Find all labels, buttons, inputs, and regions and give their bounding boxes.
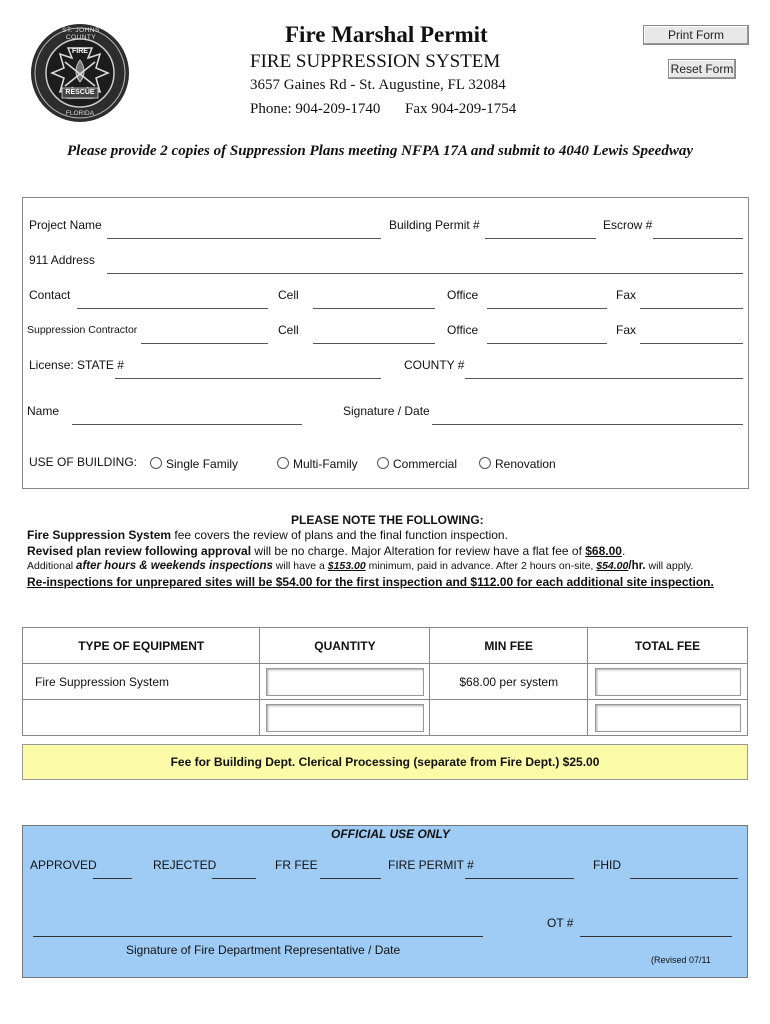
contractor-cell-field[interactable]	[313, 343, 435, 344]
project-name-label: Project Name	[29, 218, 102, 232]
official-use-heading: OFFICIAL USE ONLY	[331, 827, 450, 841]
total-fee-input[interactable]	[595, 668, 741, 696]
radio-circle[interactable]	[377, 457, 389, 469]
page-title: Fire Marshal Permit	[285, 22, 488, 47]
name-label: Name	[27, 404, 60, 418]
contractor-field[interactable]	[141, 343, 268, 344]
contact-cell-field[interactable]	[313, 308, 435, 309]
contractor-fax-label: Fax	[616, 323, 637, 337]
note-text: will be no charge. Major Alteration for review have a flat fee of	[251, 544, 586, 558]
note-fee: $54.00	[596, 560, 629, 572]
page-subtitle: FIRE SUPPRESSION SYSTEM	[250, 51, 501, 72]
radio-commercial[interactable]	[377, 457, 457, 471]
license-state-label: License: STATE #	[29, 358, 124, 372]
quantity-input[interactable]	[266, 704, 424, 732]
signature-date-field[interactable]	[432, 424, 743, 425]
reset-form-button[interactable]: Reset Form	[668, 59, 736, 79]
total-fee-input[interactable]	[595, 704, 741, 732]
representative-signature-field[interactable]	[33, 936, 483, 937]
min-fee-cell: $68.00 per system	[430, 664, 588, 700]
representative-signature-label: Signature of Fire Department Representative / Date	[126, 943, 401, 957]
table-row	[23, 700, 748, 736]
radio-single-family[interactable]	[150, 457, 238, 471]
radio-circle[interactable]	[479, 457, 491, 469]
logo-fire-text: FIRE	[72, 48, 88, 55]
escrow-field[interactable]	[653, 238, 743, 239]
note-bold: Revised plan review following approval	[27, 544, 252, 558]
header-type: TYPE OF EQUIPMENT	[23, 628, 260, 664]
note-bold-italic: after hours & weekends inspections	[76, 560, 273, 572]
note-line-1	[27, 528, 508, 542]
note-line-3	[27, 560, 693, 572]
fr-fee-label: FR FEE	[275, 858, 318, 872]
logo-rescue-text: RESCUE	[65, 89, 95, 96]
fire-rescue-logo	[30, 18, 130, 128]
fhid-field[interactable]	[630, 878, 738, 879]
contact-field[interactable]	[77, 308, 268, 309]
note-fee: $153.00	[327, 560, 366, 572]
header-total-fee: TOTAL FEE	[588, 628, 748, 664]
signature-date-label: Signature / Date	[343, 404, 430, 418]
fr-fee-field[interactable]	[320, 878, 381, 879]
radio-multi-family[interactable]	[277, 457, 358, 471]
use-of-building-label: USE OF BUILDING:	[29, 455, 138, 469]
contractor-office-field[interactable]	[487, 343, 607, 344]
quantity-cell	[260, 664, 430, 700]
ot-field[interactable]	[580, 936, 732, 937]
fire-permit-label: FIRE PERMIT #	[388, 858, 474, 872]
fhid-label: FHID	[593, 858, 621, 872]
radio-renovation[interactable]	[479, 457, 556, 471]
equipment-type-cell: Fire Suppression System	[23, 664, 260, 700]
print-form-button[interactable]: Print Form	[643, 25, 749, 45]
fee-table-header	[23, 628, 748, 664]
fee-table	[22, 627, 748, 736]
notes-heading: PLEASE NOTE THE FOLLOWING:	[291, 513, 484, 527]
license-state-field[interactable]	[115, 378, 381, 379]
header-address: 3657 Gaines Rd - St. Augustine, FL 32084	[250, 77, 506, 93]
contact-fax-label: Fax	[616, 288, 637, 302]
address-911-label: 911 Address	[29, 253, 95, 267]
note-bold: Fire Suppression System	[27, 528, 172, 542]
ot-label: OT #	[547, 916, 574, 930]
escrow-label: Escrow #	[603, 218, 653, 232]
address-911-field[interactable]	[107, 273, 743, 274]
project-name-field[interactable]	[107, 238, 381, 239]
contact-office-field[interactable]	[487, 308, 607, 309]
county-field[interactable]	[465, 378, 743, 379]
header-phone: Phone: 904-209-1740	[250, 101, 381, 117]
contractor-fax-field[interactable]	[640, 343, 743, 344]
header-fax: Fax 904-209-1754	[405, 101, 517, 117]
building-permit-field[interactable]	[485, 238, 596, 239]
rejected-label: REJECTED	[153, 858, 217, 872]
note-text: will have a	[272, 560, 328, 572]
logo-bottom-text: FLORIDA	[65, 110, 95, 117]
name-field[interactable]	[72, 424, 302, 425]
fire-permit-field[interactable]	[465, 878, 574, 879]
note-text: fee covers the review of plans and the final function inspection.	[171, 528, 508, 542]
approved-field[interactable]	[93, 878, 132, 879]
quantity-cell	[260, 700, 430, 736]
note-text: minimum, paid in advance. After 2 hours on-site,	[365, 560, 597, 572]
option-label: Commercial	[393, 457, 458, 471]
contact-label: Contact	[29, 288, 71, 302]
revised-date: (Revised 07/11	[651, 955, 711, 965]
clerical-fee-text: Fee for Building Dept. Clerical Processing (separate from Fire Dept.) $25.00	[170, 755, 600, 769]
building-permit-label: Building Permit #	[389, 218, 480, 232]
contractor-cell-label: Cell	[278, 323, 299, 337]
logo-top-text: ST. JOHNS COUNTY	[62, 27, 100, 41]
option-label: Multi-Family	[293, 457, 358, 471]
total-fee-cell	[588, 700, 748, 736]
note-text: will apply.	[645, 560, 694, 572]
note-hr: /hr.	[628, 560, 646, 572]
quantity-input[interactable]	[266, 668, 424, 696]
suppression-contractor-label: Suppression Contractor	[27, 324, 138, 336]
contact-office-label: Office	[447, 288, 479, 302]
contractor-office-label: Office	[447, 323, 479, 337]
min-fee-cell	[430, 700, 588, 736]
option-label: Renovation	[495, 457, 556, 471]
contact-fax-field[interactable]	[640, 308, 743, 309]
radio-circle[interactable]	[277, 457, 289, 469]
note-fee: $68.00	[585, 544, 622, 558]
note-line-4: Re-inspections for unprepared sites will be $54.00 for the first inspection and $112.00 for each additional site inspection.	[27, 575, 714, 589]
note-line-2: Revised plan review following approval will be no charge. Major Alteration for review have a flat fee of $68.00.	[27, 544, 626, 558]
approved-label: APPROVED	[30, 858, 97, 872]
equipment-type-cell	[23, 700, 260, 736]
header-min-fee: MIN FEE	[430, 628, 588, 664]
county-label: COUNTY #	[404, 358, 465, 372]
clerical-fee-banner	[22, 744, 748, 780]
table-row	[23, 664, 748, 700]
note-text: Additional	[27, 560, 77, 572]
submission-instruction: Please provide 2 copies of Suppression Plans meeting NFPA 17A and submit to 4040 Lewis Speedway	[67, 143, 693, 159]
rejected-field[interactable]	[212, 878, 256, 879]
option-label: Single Family	[166, 457, 239, 471]
header-quantity: QUANTITY	[260, 628, 430, 664]
radio-circle[interactable]	[150, 457, 162, 469]
contact-cell-label: Cell	[278, 288, 299, 302]
total-fee-cell	[588, 664, 748, 700]
